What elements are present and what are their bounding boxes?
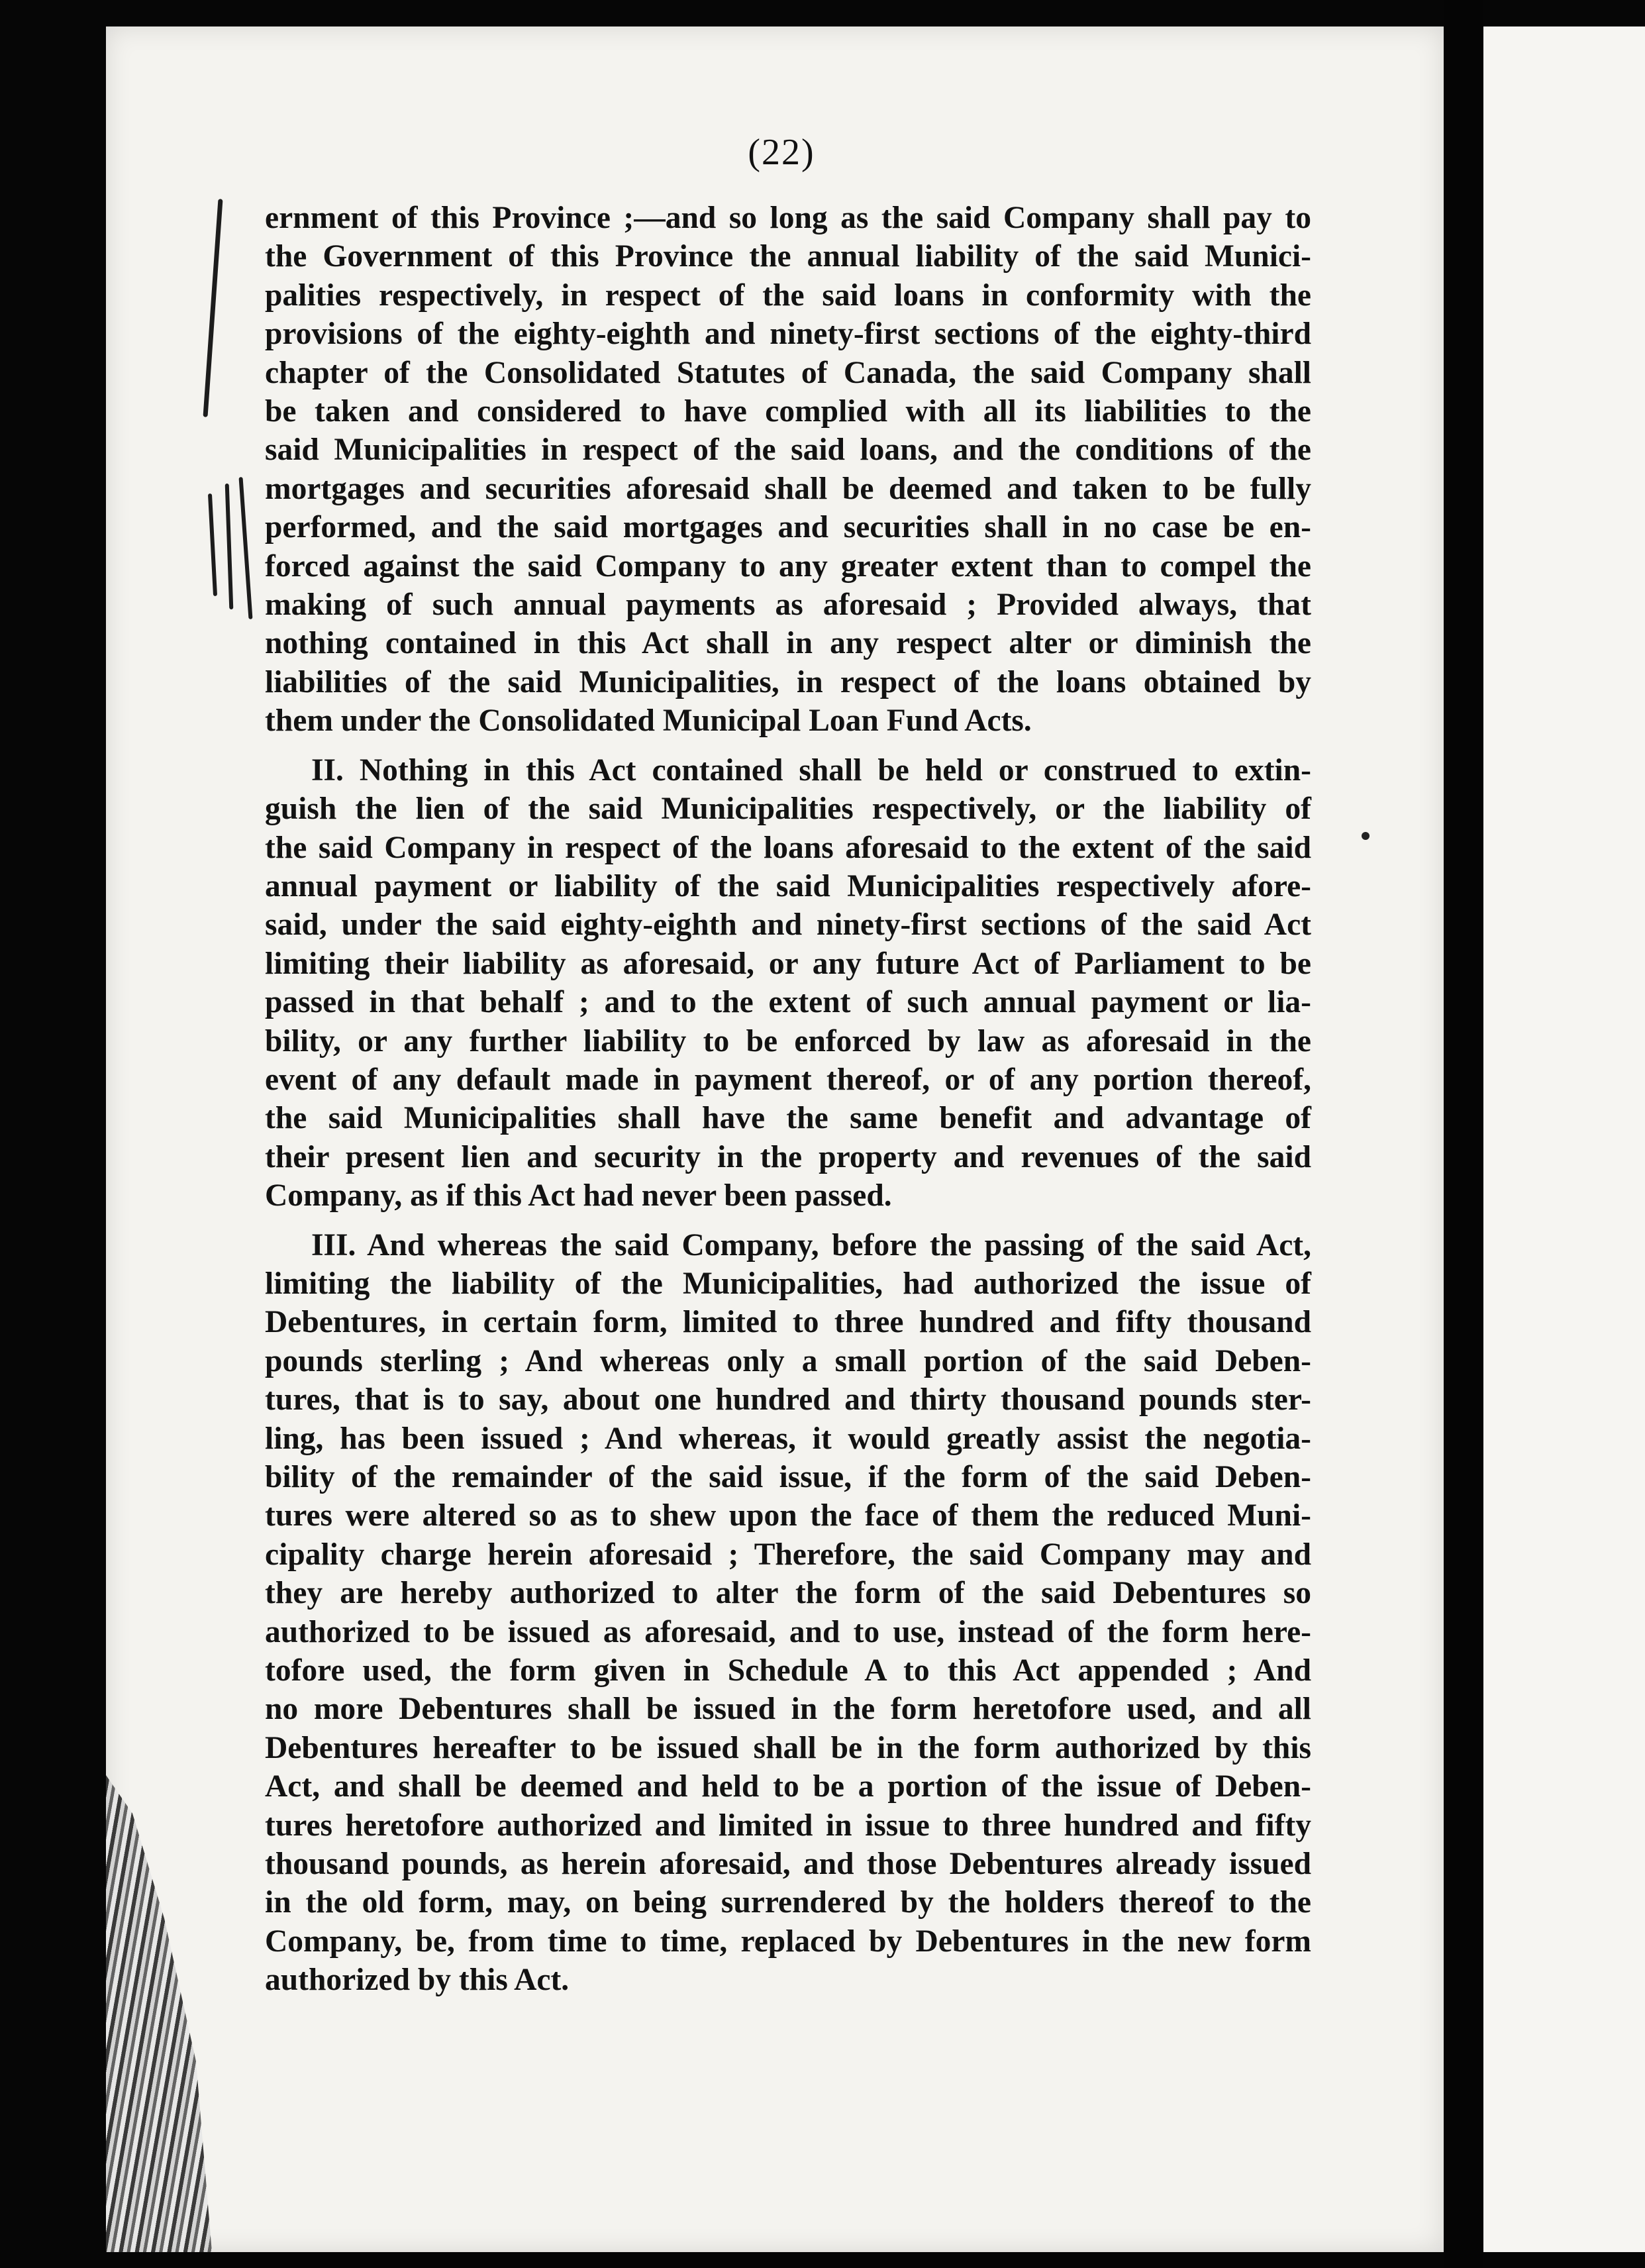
adjacent-page-edge	[1483, 26, 1645, 2252]
page-number: (22)	[748, 132, 815, 173]
text-line: making of such annual payments as aforesaid ; Provided always, that	[265, 588, 1311, 623]
text-line: bility of the remainder of the said issue, if the form of the said Deben-	[265, 1460, 1311, 1494]
text-line: authorized to be issued as aforesaid, and to use, instead of the form here-	[265, 1614, 1311, 1649]
section-iii	[265, 1226, 1311, 2000]
text-line: authorized by this Act.	[265, 1963, 570, 1998]
text-line: provisions of the eighty-eighth and ninety-first sections of the eighty-third	[265, 317, 1311, 352]
text-line: said Municipalities in respect of the said loans, and the conditions of the	[265, 433, 1311, 468]
text-line: bility, or any further liability to be enforced by law as aforesaid in the	[265, 1023, 1311, 1058]
paragraph-continuation	[265, 199, 1311, 741]
text-line: be taken and considered to have complied with all its liabilities to the	[265, 394, 1311, 429]
text-line: the said Municipalities shall have the same benefit and advantage of	[265, 1101, 1311, 1136]
text-line: in the old form, may, on being surrendered by the holders thereof to the	[265, 1885, 1311, 1920]
text-line: tures, that is to say, about one hundred and thirty thousand pounds ster-	[265, 1382, 1311, 1418]
text-line: passed in that behalf ; and to the extent of such annual payment or lia-	[265, 985, 1311, 1020]
text-line: performed, and the said mortgages and securities shall in no case be en-	[265, 510, 1311, 545]
text-line: they are hereby authorized to alter the form of the said Debentures so	[265, 1576, 1311, 1611]
text-line: tofore used, the form given in Schedule A to this Act appended ; And	[265, 1653, 1311, 1688]
text-line: pounds sterling ; And whereas only a small portion of the said Deben-	[265, 1343, 1311, 1378]
text-line: liabilities of the said Municipalities, in respect of the loans obtained by	[265, 664, 1311, 699]
text-line: said, under the said eighty-eighth and ninety-first sections of the said Act	[265, 907, 1311, 943]
text-line: Act, and shall be deemed and held to be a portion of the issue of Deben-	[265, 1769, 1311, 1804]
text-line: no more Debentures shall be issued in the form heretofore used, and all	[265, 1692, 1311, 1727]
text-line: Debentures hereafter to be issued shall be in the form authorized by this	[265, 1730, 1311, 1765]
body-text	[265, 199, 1311, 2010]
text-line: limiting their liability as aforesaid, or any future Act of Parliament to be	[265, 946, 1311, 981]
text-line: cipality charge herein aforesaid ; Therefore, the said Company may and	[265, 1537, 1311, 1572]
text-line: the said Company in respect of the loans aforesaid to the extent of the said	[265, 830, 1311, 865]
section-ii	[265, 751, 1311, 1215]
text-line: the Government of this Province the annual liability of the said Munici-	[265, 239, 1311, 274]
page-gutter	[1444, 0, 1483, 2268]
text-line: tures heretofore authorized and limited in issue to three hundred and fifty	[265, 1808, 1311, 1843]
text-line: II. Nothing in this Act contained shall be held or construed to extin-	[311, 752, 1311, 788]
text-line: their present lien and security in the property and revenues of the said	[265, 1139, 1311, 1174]
text-line: forced against the said Company to any greater extent than to compel the	[265, 548, 1311, 584]
text-line: nothing contained in this Act shall in any respect alter or diminish the	[265, 626, 1311, 661]
text-line: Debentures, in certain form, limited to three hundred and fifty thousand	[265, 1305, 1311, 1340]
text-line: palities respectively, in respect of the said loans in conformity with the	[265, 278, 1311, 313]
text-line: thousand pounds, as herein aforesaid, and those Debentures already issued	[265, 1847, 1311, 1882]
text-line: guish the lien of the said Municipalities respectively, or the liability of	[265, 792, 1311, 827]
text-line: annual payment or liability of the said Municipalities respectively afore-	[265, 868, 1311, 903]
text-line: ling, has been issued ; And whereas, it would greatly assist the negotia-	[265, 1421, 1311, 1456]
text-line: event of any default made in payment thereof, or of any portion thereof,	[265, 1062, 1311, 1097]
text-line: Company, be, from time to time, replaced by Debentures in the new form	[265, 1924, 1311, 1959]
text-line: ernment of this Province ;—and so long as the said Company shall pay to	[265, 201, 1311, 235]
ink-dot	[1362, 832, 1370, 840]
text-line: tures were altered so as to shew upon the face of them the reduced Muni-	[265, 1498, 1311, 1533]
text-line: limiting the liability of the Municipalities, had authorized the issue of	[265, 1266, 1311, 1301]
text-line: Company, as if this Act had never been passed.	[265, 1178, 892, 1213]
text-line: mortgages and securities aforesaid shall be deemed and taken to be fully	[265, 471, 1311, 506]
text-line: chapter of the Consolidated Statutes of Canada, the said Company shall	[265, 355, 1311, 390]
text-line: them under the Consolidated Municipal Loan Fund Acts.	[265, 703, 1032, 739]
text-line: III. And whereas the said Company, before the passing of the said Act,	[311, 1227, 1311, 1263]
